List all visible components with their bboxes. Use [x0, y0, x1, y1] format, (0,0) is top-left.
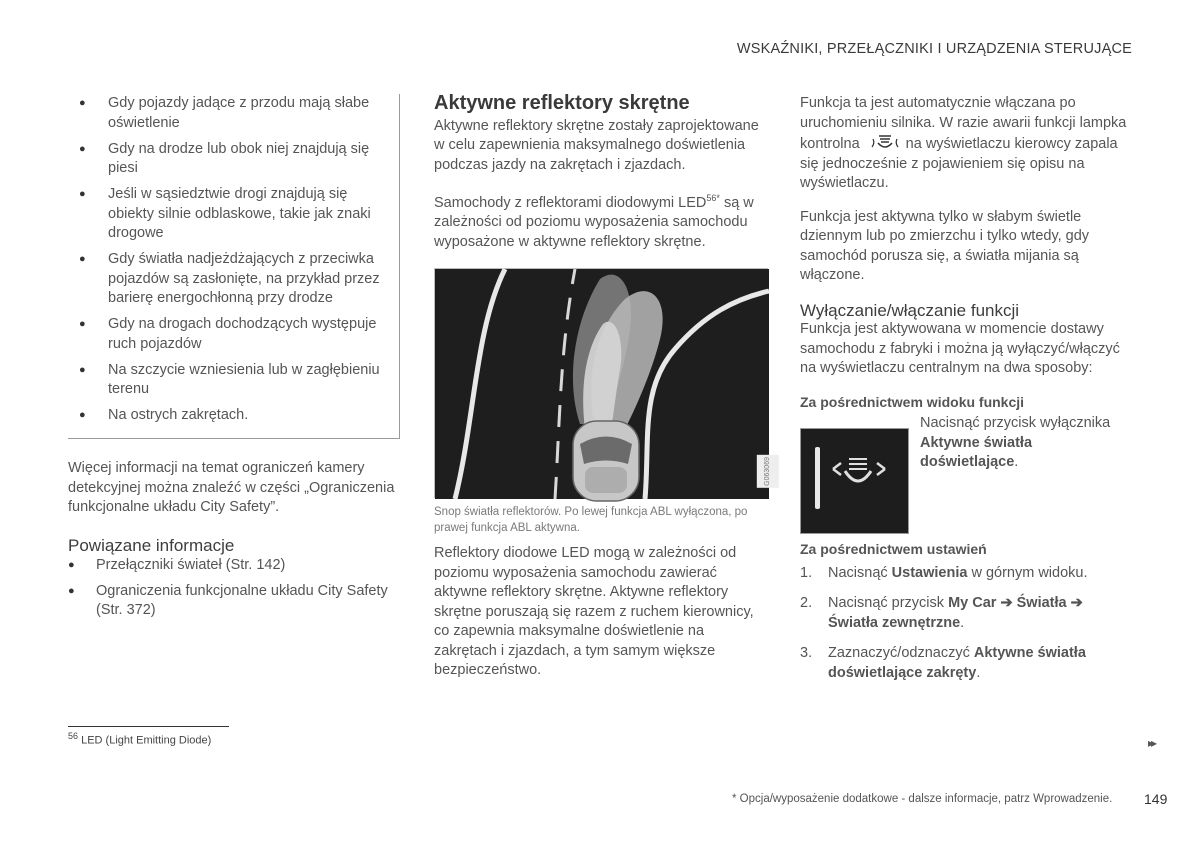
list-item: ● Na ostrych zakrętach. — [68, 406, 385, 426]
headlight-illustration — [434, 268, 771, 498]
intro-text: Aktywne reflektory skrętne zostały zaprojektowane w celu zapewnienia maksymalnego doświetlenia podczas jazdy na zakrętach i zjazdach. — [434, 117, 759, 173]
menu-path-label: My Car ➔ Światła ➔ Światła zewnętrzne — [828, 595, 1083, 631]
step-item: 1. Nacisnąć Ustawienia w górnym widoku. — [800, 564, 1088, 581]
road-illustration-icon — [435, 269, 769, 499]
list-item: ● Gdy pojazdy jadące z przodu mają słabe oświetlenie — [68, 94, 385, 133]
list-item: ● Na szczycie wzniesienia lub w zagłębieniu terenu — [68, 361, 385, 400]
active-bending-label: Aktywne światła doświetlające zakręty — [828, 645, 1086, 681]
figure-caption: Snop światła reflektorów. Po lewej funkcja ABL wyłączona, po prawej funkcja ABL aktywna. — [434, 506, 748, 535]
footnote-ref[interactable]: 56* — [706, 193, 720, 203]
section-header: WSKAŹNIKI, PRZEŁĄCZNIKI I URZĄDZENIA STERUJĄCE — [736, 41, 1132, 57]
active-bending-light-icon — [801, 429, 908, 533]
via-settings-heading: Za pośrednictwem ustawień — [800, 541, 987, 557]
active-lights-label: Aktywne światła doświetlające — [920, 434, 1033, 470]
right-column — [800, 94, 1132, 694]
function-view-row — [800, 414, 1132, 524]
figure-code: G063069 — [757, 455, 779, 488]
left-column — [68, 94, 400, 627]
via-view-heading: Za pośrednictwem widoku funkcji — [800, 393, 1025, 410]
related-info-list — [68, 556, 400, 621]
auto-activation-text: Funkcja ta jest automatycznie włączana po uruchomieniu silnika. W razie awarii funkcji lampka kontrolna na wyświetlaczu kierowcy zapala się jednocześnie z pojawieniem się opisu na wyświetlaczu. — [800, 95, 1127, 191]
settings-steps — [800, 564, 1132, 684]
body-text: Reflektory diodowe LED mogą w zależności od poziomu wyposażenia samochodu zawierać aktywne reflektory skrętne. Aktywne reflektory skrętne poruszają się razem z ruchem kierownicy, co zapewnia maksymalne doświetlenie na zakrętach i zjazdach, a tym samym większe bezpieczeństwo. — [434, 545, 754, 679]
continue-arrows-icon: ▸▸ — [1148, 736, 1155, 750]
list-item: ● Jeśli w sąsiedztwie drogi znajdują się obiekty silnie odblaskowe, takie jak znaki drogowe — [68, 185, 385, 244]
list-item: ● Gdy na drodze lub obok niej znajdują się piesi — [68, 140, 385, 179]
page-number: 149 — [1144, 791, 1168, 807]
more-info-text: Więcej informacji na temat ograniczeń kamery detekcyjnej można znaleźć w części „Ograniczenia funkcjonalne układu City Safety”. — [68, 460, 395, 515]
onoff-text: Funkcja jest aktywowana w momencie dostawy samochodu z fabryki i można ją wyłączyć/włączyć na wyświetlaczu centralnym na dwa sposoby: — [800, 321, 1120, 376]
active-lights-button[interactable] — [800, 428, 909, 534]
list-item: ● Gdy na drogach dochodzących występuje ruch pojazdów — [68, 315, 385, 354]
page-title: Aktywne reflektory skrętne — [434, 92, 690, 114]
related-link[interactable]: ● Przełączniki świateł (Str. 142) — [68, 556, 400, 576]
footnote-divider — [68, 726, 229, 727]
headlight-warning-icon — [870, 133, 900, 151]
list-item: ● Gdy światła nadjeżdżających z przeciwka pojazdów są zasłonięte, na przykład przez barierę energochłonną przy drodze — [68, 250, 385, 309]
led-text — [434, 189, 768, 252]
limitations-list — [68, 94, 400, 439]
function-view-text: Nacisnąć przycisk wyłącznika Aktywne światła doświetlające. — [920, 415, 1111, 470]
options-note: * Opcja/wyposażenie dodatkowe - dalsze informacje, patrz Wprowadzenie. — [732, 793, 1113, 805]
active-conditions-text: Funkcja jest aktywna tylko w słabym świetle dziennym lub po zmierzchu i tylko wtedy, gdy samochód porusza się, a światła mijania są włączone. — [800, 208, 1090, 283]
footnote: $^{56}$ LED (Light Emitting Diode) — [68, 731, 212, 747]
led-text-part2: są w zależności od poziomu wyposażenia samochodu wyposażone w aktywne reflektory skrętne. — [434, 194, 754, 250]
settings-label: Ustawienia — [891, 564, 968, 581]
step-item: 3. Zaznaczyć/odznaczyć Aktywne światła doświetlające zakręty. — [800, 645, 1086, 681]
related-link[interactable]: ● Ograniczenia funkcjonalne układu City Safety (Str. 372) — [68, 582, 400, 621]
step-item: 2. Nacisnąć przycisk My Car ➔ Światła ➔ Światła zewnętrzne. — [800, 595, 1083, 631]
related-info-heading: Powiązane informacje — [68, 535, 235, 555]
middle-column — [434, 92, 771, 681]
led-text-part1: Samochody z reflektorami diodowymi LED — [434, 194, 707, 211]
onoff-heading: Wyłączanie/włączanie funkcji — [800, 300, 1020, 320]
